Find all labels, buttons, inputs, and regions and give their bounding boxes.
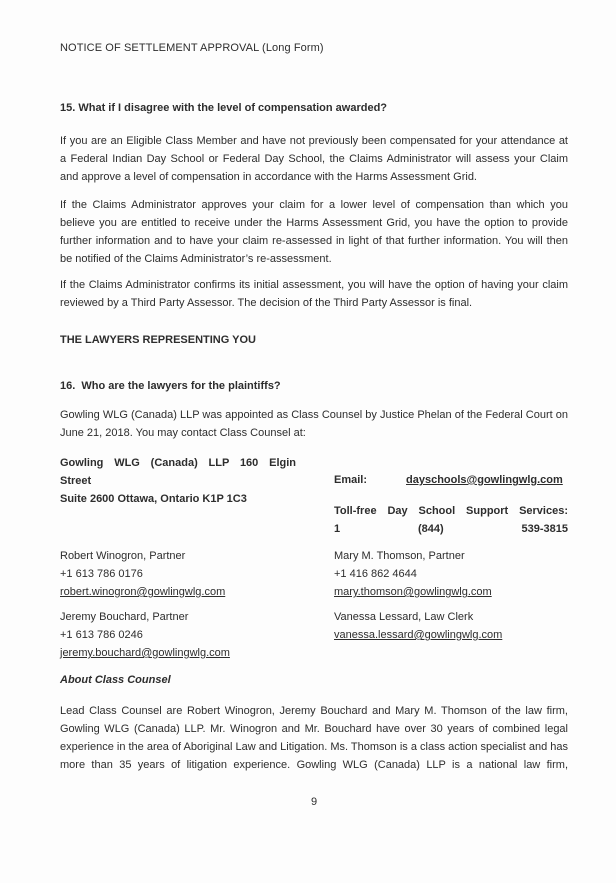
contact-name: Vanessa Lessard, Law Clerk: [334, 611, 474, 623]
email-label: Email:: [334, 474, 368, 486]
contact-name: Robert Winogron, Partner: [60, 550, 186, 562]
tollfree-number-part-3: 539-3815: [521, 523, 568, 535]
tollfree-number-part-1: 1: [334, 523, 341, 535]
tollfree-block: [334, 502, 568, 538]
firm-address-block: [60, 454, 296, 538]
q15-paragraph-2: If the Claims Administrator approves your claim for a lower level of compensation than which you believe you are entitled to receive under the Harms Assessment Grid, you have the option to provide further information and to have your claim re-assessed in light of that further information. You will then be notified of the Claims Administrator’s re-assessment.: [60, 199, 568, 265]
document-title: NOTICE OF SETTLEMENT APPROVAL (Long Form): [60, 42, 324, 54]
firm-address-line-2: Street: [60, 475, 92, 487]
q15-paragraph-3: If the Claims Administrator confirms its initial assessment, you will have the option of having your claim reviewed by a Third Party Assessor. The decision of the Third Party Assessor is final.: [60, 279, 568, 309]
contact-card-jeremy-bouchard: [60, 608, 296, 662]
firm-address-line-1: Gowling WLG (Canada) LLP 160 Elgin: [60, 457, 296, 469]
firm-contact-details: [334, 454, 568, 538]
about-class-counsel-heading: About Class Counsel: [60, 674, 171, 686]
q16-intro-paragraph: Gowling WLG (Canada) LLP was appointed as Class Counsel by Justice Phelan of the Federal Court on June 21, 2018. You may contact Class Counsel at:: [60, 409, 568, 439]
question-16-heading: 16. Who are the lawyers for the plaintiffs?: [60, 380, 281, 392]
tollfree-number-part-2: (844): [417, 523, 444, 535]
contact-phone: +1 613 786 0246: [60, 629, 143, 641]
q15-paragraph-1: If you are an Eligible Class Member and have not previously been compensated for your attendance at a Federal Indian Day School or Federal Day School, the Claims Administrator will assess your Claim and approve a level of compensation in accordance with the Harms Assessment Grid.: [60, 135, 568, 183]
contact-phone: +1 613 786 0176: [60, 568, 143, 580]
firm-email-row: [334, 471, 568, 489]
contact-email-link[interactable]: mary.thomson@gowlingwlg.com: [334, 586, 492, 598]
firm-email-link[interactable]: dayschools@gowlingwlg.com: [406, 474, 563, 486]
question-15-heading: 15. What if I disagree with the level of compensation awarded?: [60, 102, 388, 114]
contact-card-vanessa-lessard: [334, 608, 568, 662]
contact-card-mary-thomson: [334, 547, 568, 601]
contact-email-link[interactable]: jeremy.bouchard@gowlingwlg.com: [60, 647, 230, 659]
contact-card-robert-winogron: [60, 547, 296, 601]
lawyers-section-heading: THE LAWYERS REPRESENTING YOU: [60, 334, 256, 346]
contact-name: Jeremy Bouchard, Partner: [60, 611, 189, 623]
contact-phone: +1 416 862 4644: [334, 568, 417, 580]
firm-address-line-3: Suite 2600 Ottawa, Ontario K1P 1C3: [60, 493, 247, 505]
lawyer-contacts-grid: [60, 547, 568, 662]
contact-email-link[interactable]: robert.winogron@gowlingwlg.com: [60, 586, 226, 598]
about-class-counsel-paragraph: Lead Class Counsel are Robert Winogron, Jeremy Bouchard and Mary M. Thomson of the law firm, Gowling WLG (Canada) LLP. Mr. Winogron and Mr. Bouchard have over 30 years of combined legal experience in the area of Aboriginal Law and Litigation. Ms. Thomson is a class action specialist and has more than 35 years of litigation experience. Gowling WLG (Canada) LLP is a national law firm,: [60, 705, 568, 771]
page-number: 9: [310, 796, 318, 808]
contact-email-link[interactable]: vanessa.lessard@gowlingwlg.com: [334, 629, 503, 641]
contact-name: Mary M. Thomson, Partner: [334, 550, 465, 562]
firm-contact-block: [60, 454, 568, 538]
tollfree-label-line: Toll-free Day School Support Services:: [334, 505, 568, 517]
tollfree-number-line: [334, 520, 568, 538]
